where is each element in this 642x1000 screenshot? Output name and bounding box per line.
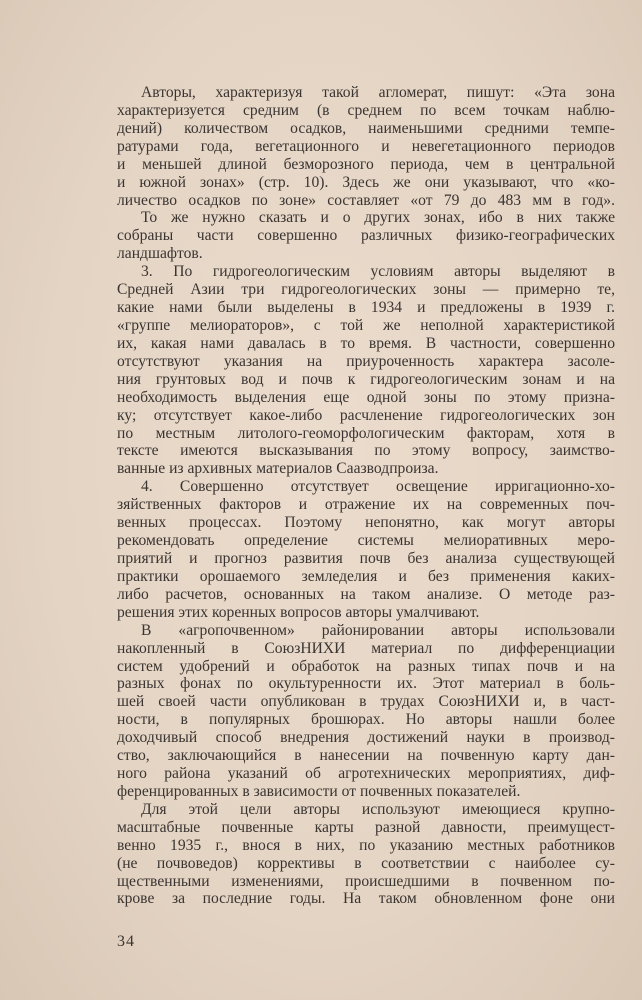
text-line: решения этих коренных вопросов авторы умалчивают.: [117, 603, 480, 621]
text-line: ку; отсутствует какое-либо расчленение гидрогеологических зон: [117, 406, 615, 424]
text-line: разных фонах по окультуренности их. Этот материал в боль-: [117, 675, 615, 693]
text-line: систем удобрений и обработок на разных типах почв и на: [117, 657, 615, 675]
text-line: практики орошаемого земледелия и без применения каких-: [117, 567, 615, 585]
text-line: зяйственных факторов и отражение их на современных поч-: [117, 496, 615, 514]
text-line: необходимость выделения еще одной зоны по этому призна-: [117, 388, 615, 406]
text-line: «группе мелиораторов», с той же неполной характеристикой: [117, 316, 615, 334]
text-line: 4. Совершенно отсутствует освещение ирригационно-хо-: [141, 478, 615, 496]
text-line: ванные из архивных материалов Саазводпроиза.: [117, 460, 439, 478]
text-line: характеризуется средним (в среднем по всем точкам наблю-: [117, 101, 615, 119]
text-line: венных процессах. Поэтому непонятно, как могут авторы: [117, 514, 615, 532]
text-line: Средней Азии три гидрогеологических зоны — примерно те,: [117, 281, 615, 299]
text-line: ландшафтов.: [117, 245, 203, 263]
text-line: ратурами года, вегетационного и невегетационного периодов: [117, 137, 615, 155]
text-line: ного района указаний об агротехнических мероприятиях, диф-: [117, 765, 615, 783]
text-line: тексте имеются высказывания по этому вопросу, заимство-: [117, 442, 615, 460]
text-line: какие нами были выделены в 1934 и предложены в 1939 г.: [117, 299, 615, 317]
text-line: приятий и прогноз развития почв без анализа существующей: [117, 549, 615, 567]
text-line: Для этой цели авторы используют имеющиеся крупно-: [141, 800, 615, 818]
text-line: либо расчетов, основанных на таком анализе. О методе раз-: [117, 585, 615, 603]
text-line: ство, заключающийся в нанесении на почвенную карту дан-: [117, 747, 615, 765]
body-text: [117, 84, 615, 908]
text-line: рекомендовать определение системы мелиоративных меро-: [117, 532, 615, 550]
text-line: То же нужно сказать и о других зонах, ибо в них также: [141, 209, 615, 227]
text-line: ния грунтовых вод и почв к гидрогеологическим зонам и на: [117, 370, 615, 388]
text-line: их, какая нами давалась в то время. В частности, совершенно: [117, 334, 615, 352]
text-line: масштабные почвенные карты разной давности, преимущест-: [117, 818, 615, 836]
text-line: крове за последние годы. На таком обновленном фоне они: [117, 890, 615, 908]
page-number: 34: [117, 933, 135, 950]
text-line: Авторы, характеризуя такой агломерат, пишут: «Эта зона: [141, 84, 615, 101]
text-line: (не почвоведов) коррективы в соответствии с наиболее су-: [117, 854, 615, 872]
text-line: шей своей части опубликован в трудах СоюзНИХИ и, в част-: [117, 693, 615, 711]
text-line: 3. По гидрогеологическим условиям авторы выделяют в: [141, 263, 615, 281]
text-line: ности, в популярных брошюрах. Но авторы нашли более: [117, 711, 615, 729]
text-line: и меньшей длиной безморозного периода, чем в центральной: [117, 155, 615, 173]
text-line: отсутствуют указания на приуроченность характера засоле-: [117, 352, 615, 370]
text-line: по местным литолого-геоморфологическим факторам, хотя в: [117, 424, 615, 442]
text-line: венно 1935 г., внося в них, по указанию местных работников: [117, 836, 615, 854]
text-line: доходчивый способ внедрения достижений науки в производ-: [117, 729, 615, 747]
text-line: собраны части совершенно различных физико-географических: [117, 227, 615, 245]
text-line: щественными изменениями, происшедшими в почвенном по-: [117, 872, 615, 890]
text-line: дений) количеством осадков, наименьшими средними темпе-: [117, 119, 615, 137]
text-line: накопленный в СоюзНИХИ материал по дифференциации: [117, 639, 615, 657]
text-line: и южной зонах» (стр. 10). Здесь же они указывают, что «ко-: [117, 173, 615, 191]
text-line: ференцированных в зависимости от почвенных показателей.: [117, 782, 521, 800]
text-line: В «агропочвенном» районировании авторы использовали: [141, 621, 615, 639]
text-line: личество осадков по зоне» составляет «от 79 до 483 мм в год».: [117, 191, 615, 209]
